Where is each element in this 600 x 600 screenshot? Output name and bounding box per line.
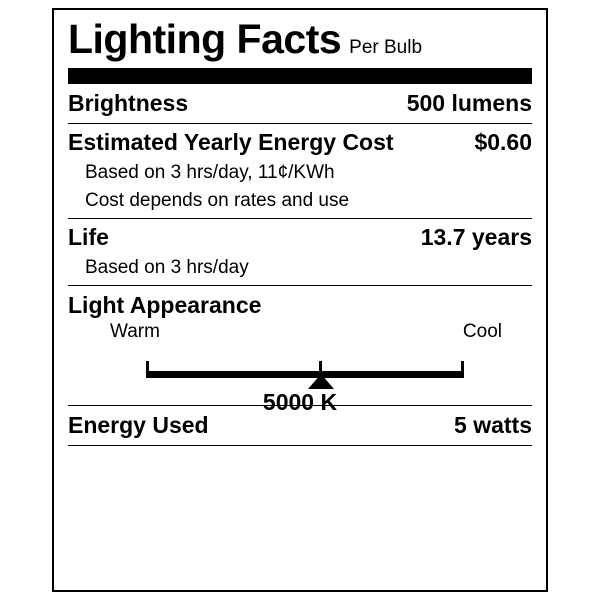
- life-label: Life: [68, 224, 109, 251]
- label-inner: [68, 18, 532, 506]
- title-main-text: Lighting Facts: [68, 16, 342, 62]
- light-appearance-label: Light Appearance: [68, 292, 262, 319]
- scale-bar: [146, 371, 464, 378]
- life-value: 13.7 years: [420, 224, 532, 251]
- lighting-facts-label: [52, 8, 548, 592]
- life-note: Based on 3 hrs/day: [85, 257, 249, 279]
- life-row: [68, 219, 532, 256]
- energy-cost-label: Estimated Yearly Energy Cost: [68, 129, 394, 156]
- brightness-value: 500 lumens: [406, 90, 532, 117]
- appearance-endpoints: [68, 321, 532, 345]
- scale-marker-triangle-icon: [308, 374, 334, 389]
- scale-tick-middle: [319, 361, 322, 373]
- brightness-row: [68, 84, 532, 123]
- energy-used-value: 5 watts: [454, 412, 532, 439]
- bottom-blank-area: [68, 446, 532, 506]
- brightness-label: Brightness: [68, 90, 189, 117]
- appearance-warm-label: Warm: [110, 321, 160, 343]
- label-title: [68, 18, 532, 61]
- scale-tick-left: [146, 361, 149, 373]
- appearance-scale: [68, 349, 532, 416]
- energy-cost-note-1: Based on 3 hrs/day, 11¢/KWh: [85, 162, 335, 184]
- appearance-kelvin-value: 5000 K: [262, 389, 338, 416]
- energy-cost-row: [68, 124, 532, 161]
- energy-cost-value: $0.60: [474, 129, 532, 156]
- energy-cost-note-2: Cost depends on rates and use: [85, 190, 350, 212]
- appearance-cool-label: Cool: [462, 321, 502, 343]
- scale-tick-right: [461, 361, 464, 373]
- energy-used-label: Energy Used: [68, 412, 209, 439]
- title-divider-bar: [68, 68, 532, 84]
- title-sub-text: Per Bulb: [349, 37, 423, 58]
